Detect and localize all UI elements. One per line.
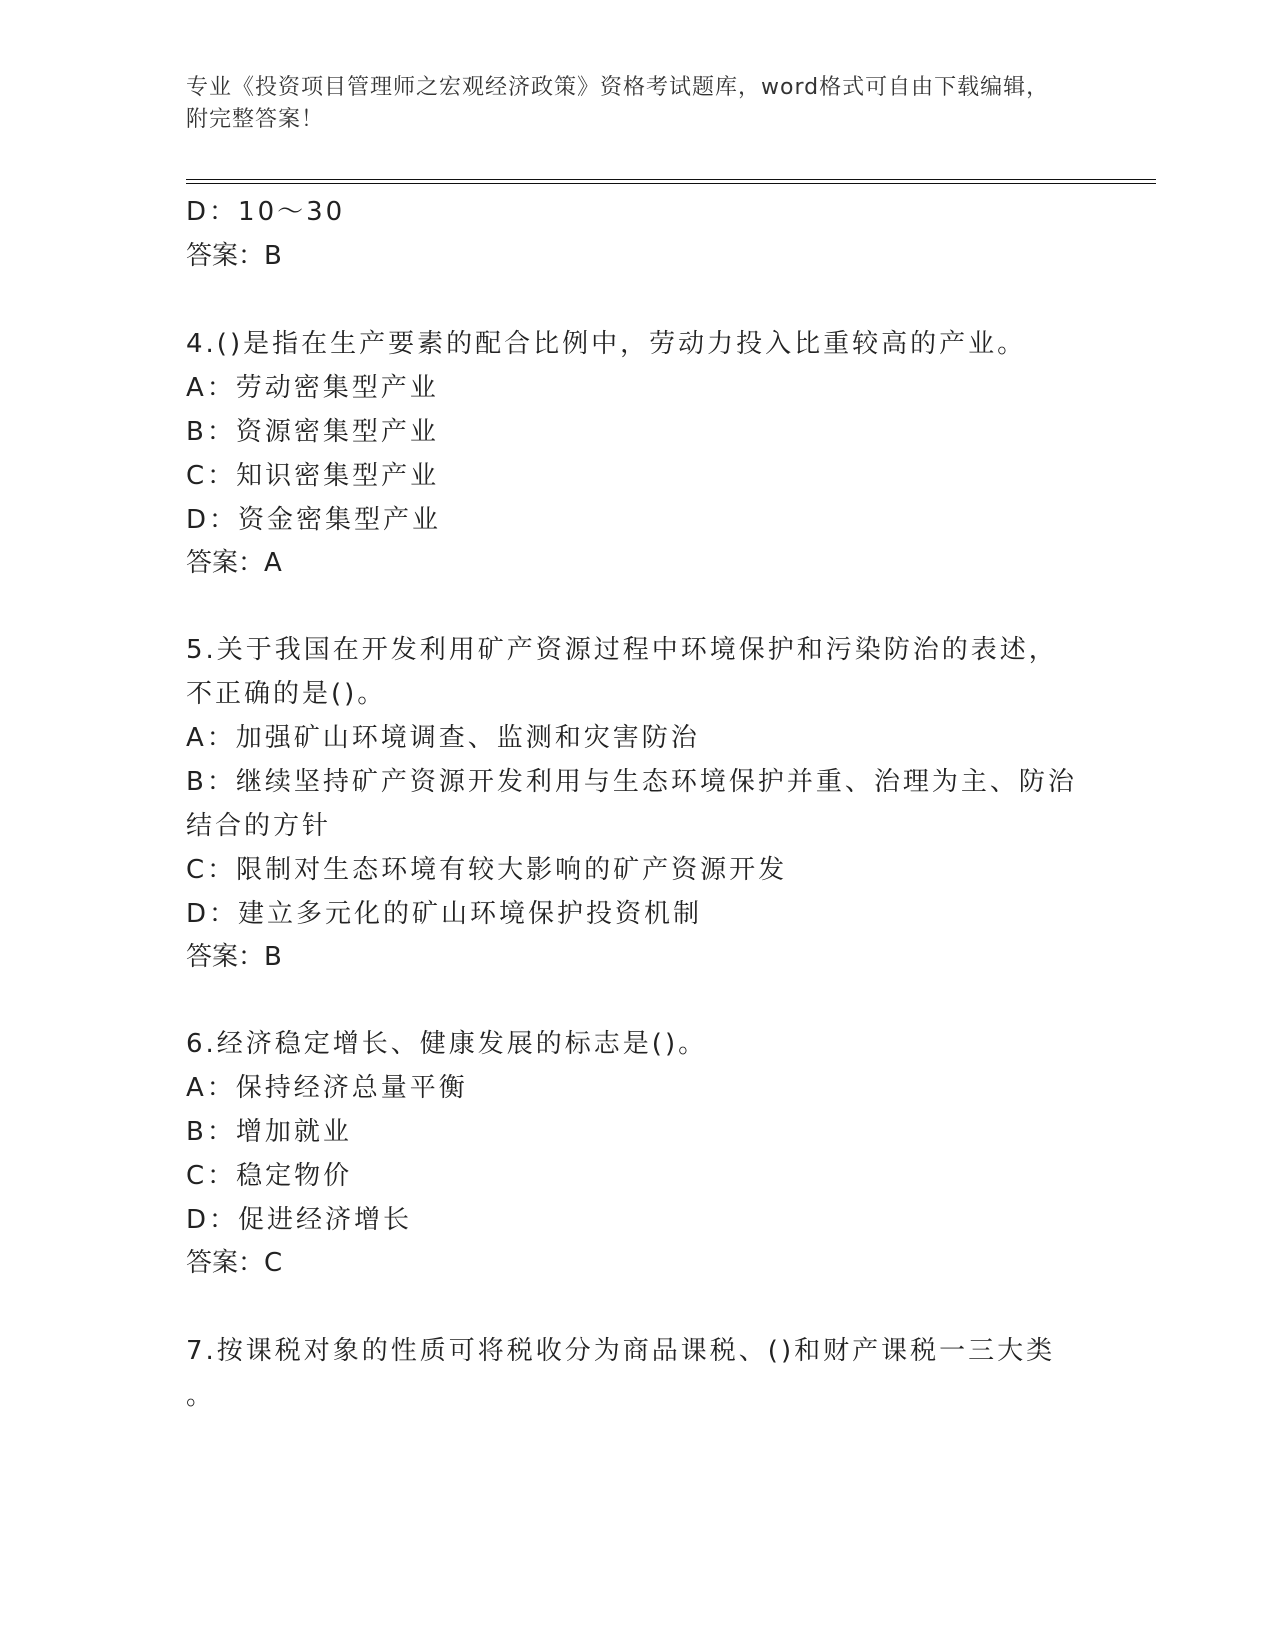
q3-answer-label: 答案： (186, 241, 265, 271)
document-header: 专业《投资项目管理师之宏观经济政策》资格考试题库，word格式可自由下载编辑，附完整答案！ (186, 75, 1050, 132)
q4-answer-label: 答案： (186, 548, 265, 578)
q5-answer-value: B (264, 942, 282, 972)
q4-option-c: C：知识密集型产业 (186, 461, 440, 491)
q3-answer-value: B (264, 241, 282, 271)
q5-option-b-continued: 结合的方针 (186, 811, 332, 841)
header-divider-bottom (186, 183, 1156, 184)
q5-stem-line1: 5.关于我国在开发利用矿产资源过程中环境保护和污染防治的表述， (186, 635, 1058, 665)
q5-option-a: A：加强矿山环境调查、监测和灾害防治 (186, 723, 700, 753)
q3-answer (186, 240, 282, 272)
q4-answer-value: A (264, 548, 282, 578)
q4-option-a: A：劳动密集型产业 (186, 373, 439, 403)
q7-stem-line2: 。 (186, 1381, 216, 1411)
q6-option-b: B：增加就业 (186, 1117, 352, 1147)
q6-option-d: D：促进经济增长 (186, 1205, 413, 1235)
q5-stem-line2: 不正确的是()。 (186, 679, 387, 709)
q3-option-d: D：10～30 (186, 197, 346, 227)
q6-answer (186, 1247, 282, 1279)
q6-answer-label: 答案： (186, 1248, 265, 1278)
q6-stem: 6.经济稳定增长、健康发展的标志是()。 (186, 1029, 708, 1059)
q4-option-b: B：资源密集型产业 (186, 417, 439, 447)
header-divider-top (186, 179, 1156, 180)
q6-option-c: C：稳定物价 (186, 1161, 353, 1191)
q6-option-a: A：保持经济总量平衡 (186, 1073, 468, 1103)
q5-answer (186, 941, 282, 973)
q5-option-d: D：建立多元化的矿山环境保护投资机制 (186, 899, 703, 929)
q7-stem-line1: 7.按课税对象的性质可将税收分为商品课税、()和财产课税一三大类 (186, 1336, 1056, 1366)
q5-option-c: C：限制对生态环境有较大影响的矿产资源开发 (186, 855, 788, 885)
q6-answer-value: C (264, 1248, 283, 1278)
q5-option-b: B：继续坚持矿产资源开发利用与生态环境保护并重、治理为主、防治 (186, 767, 1077, 797)
q4-option-d: D：资金密集型产业 (186, 505, 442, 535)
q4-answer (186, 547, 282, 579)
q4-stem: 4.()是指在生产要素的配合比例中，劳动力投入比重较高的产业。 (186, 329, 1027, 359)
q5-answer-label: 答案： (186, 942, 265, 972)
